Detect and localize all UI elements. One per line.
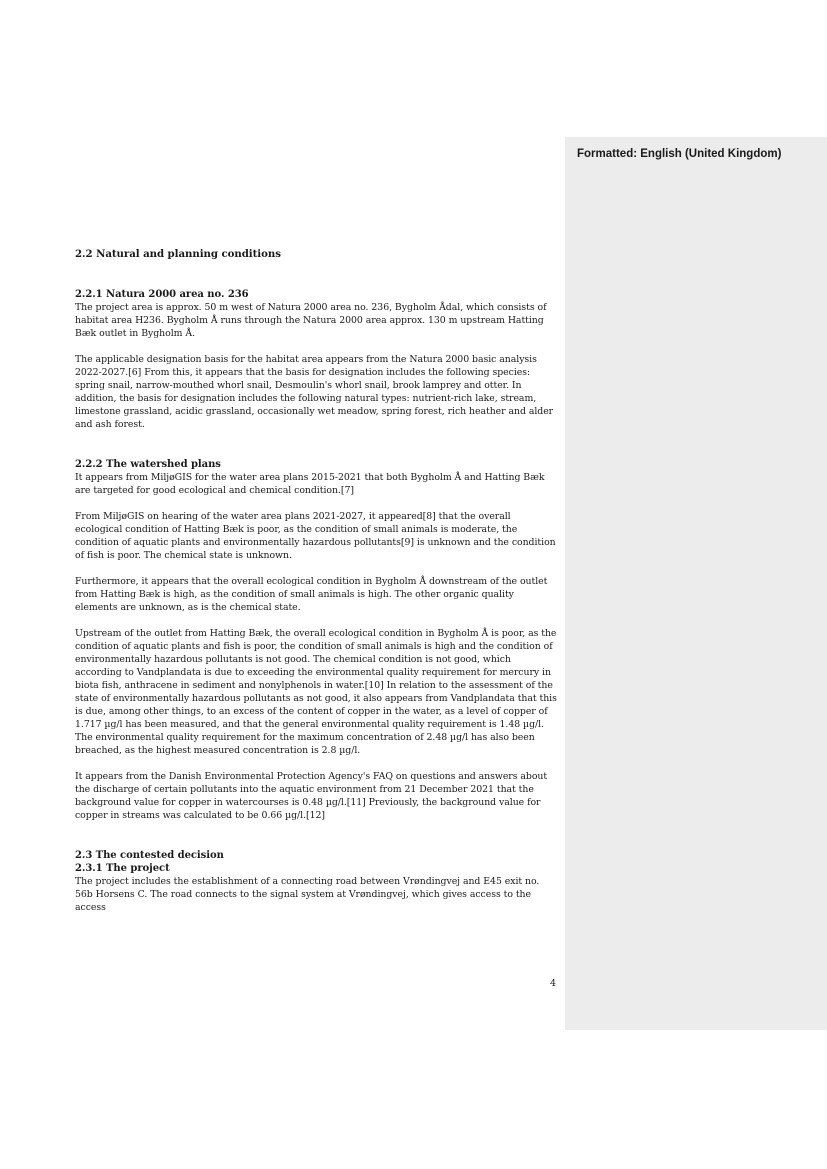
section-heading-2-3-1: 2.3.1 The project: [75, 863, 170, 874]
paragraph: It appears from the Danish Environmental Protection Agency's FAQ on questions and answers about the discharge of certain pollutants into the aquatic environment from 21 December 2021 that the background value for copper in watercourses is 0.48 µg/l.[11] Previously, the background value for copper in streams was calculated to be 0.66 µg/l.[12]: [75, 771, 548, 821]
comment-pane: [565, 137, 827, 1030]
section-heading-2-3: 2.3 The contested decision: [75, 850, 224, 861]
comment-format-label: Formatted: English (United Kingdom): [577, 148, 782, 160]
paragraph: Upstream of the outlet from Hatting Bæk, the overall ecological condition in Bygholm Å is poor, as the condition of aquatic plants and fish is poor, the condition of small animals is high and the condition of environmentally hazardous pollutants is not good. The chemical condition is not good, which according to Vandplandata is due to exceeding the environmental quality requirement for mercury in biota fish, anthracene in sediment and nonylphenols in water.[10] In relation to the assessment of the state of environmentally hazardous pollutants as not good, it also appears from Vandplandata that this is due, among other things, to an excess of the content of copper in the water, as a level of copper of 1.717 µg/l has been measured, and that the general environmental quality requirement is 1.48 µg/l. The environmental quality requirement for the maximum concentration of 2.48 µg/l has also been breached, as the highest measured concentration is 2.8 µg/l.: [75, 628, 557, 756]
section-heading-2-2-2: 2.2.2 The watershed plans: [75, 459, 221, 470]
section-heading-2-2-1: 2.2.1 Natura 2000 area no. 236: [75, 289, 249, 300]
paragraph: From MiljøGIS on hearing of the water area plans 2021-2027, it appeared[8] that the overall ecological condition of Hatting Bæk is poor, as the condition of small animals is moderate, the condition of aquatic plants and environmentally hazardous pollutants[9] is unknown and the condition of fish is poor. The chemical state is unknown.: [75, 511, 556, 561]
paragraph: It appears from MiljøGIS for the water area plans 2015-2021 that both Bygholm Å and Hatting Bæk are targeted for good ecological and chemical condition.[7]: [75, 472, 545, 496]
paragraph: The project includes the establishment of a connecting road between Vrøndingvej and E45 exit no. 56b Horsens C. The road connects to the signal system at Vrøndingvej, which gives access to the access: [75, 876, 540, 913]
page-number: 4: [550, 978, 557, 989]
paragraph: The project area is approx. 50 m west of Natura 2000 area no. 236, Bygholm Ådal, which consists of habitat area H236. Bygholm Å runs through the Natura 2000 area approx. 130 m upstream Hatting Bæk outlet in Bygholm Å.: [75, 302, 547, 339]
paragraph: The applicable designation basis for the habitat area appears from the Natura 2000 basic analysis 2022-2027.[6] From this, it appears that the basis for designation includes the following species: spring snail, narrow-mouthed whorl snail, Desmoulin's whorl snail, brook lamprey and otter. In addition, the basis for designation includes the following natural types: nutrient-rich lake, stream, limestone grassland, acidic grassland, occasionally wet meadow, spring forest, rich heather and alder and ash forest.: [75, 354, 554, 430]
paragraph: Furthermore, it appears that the overall ecological condition in Bygholm Å downstream of the outlet from Hatting Bæk is high, as the condition of small animals is high. The other organic quality elements are unknown, as is the chemical state.: [75, 576, 548, 613]
section-heading-2-2: 2.2 Natural and planning conditions: [75, 248, 281, 260]
document-body: [75, 248, 558, 914]
